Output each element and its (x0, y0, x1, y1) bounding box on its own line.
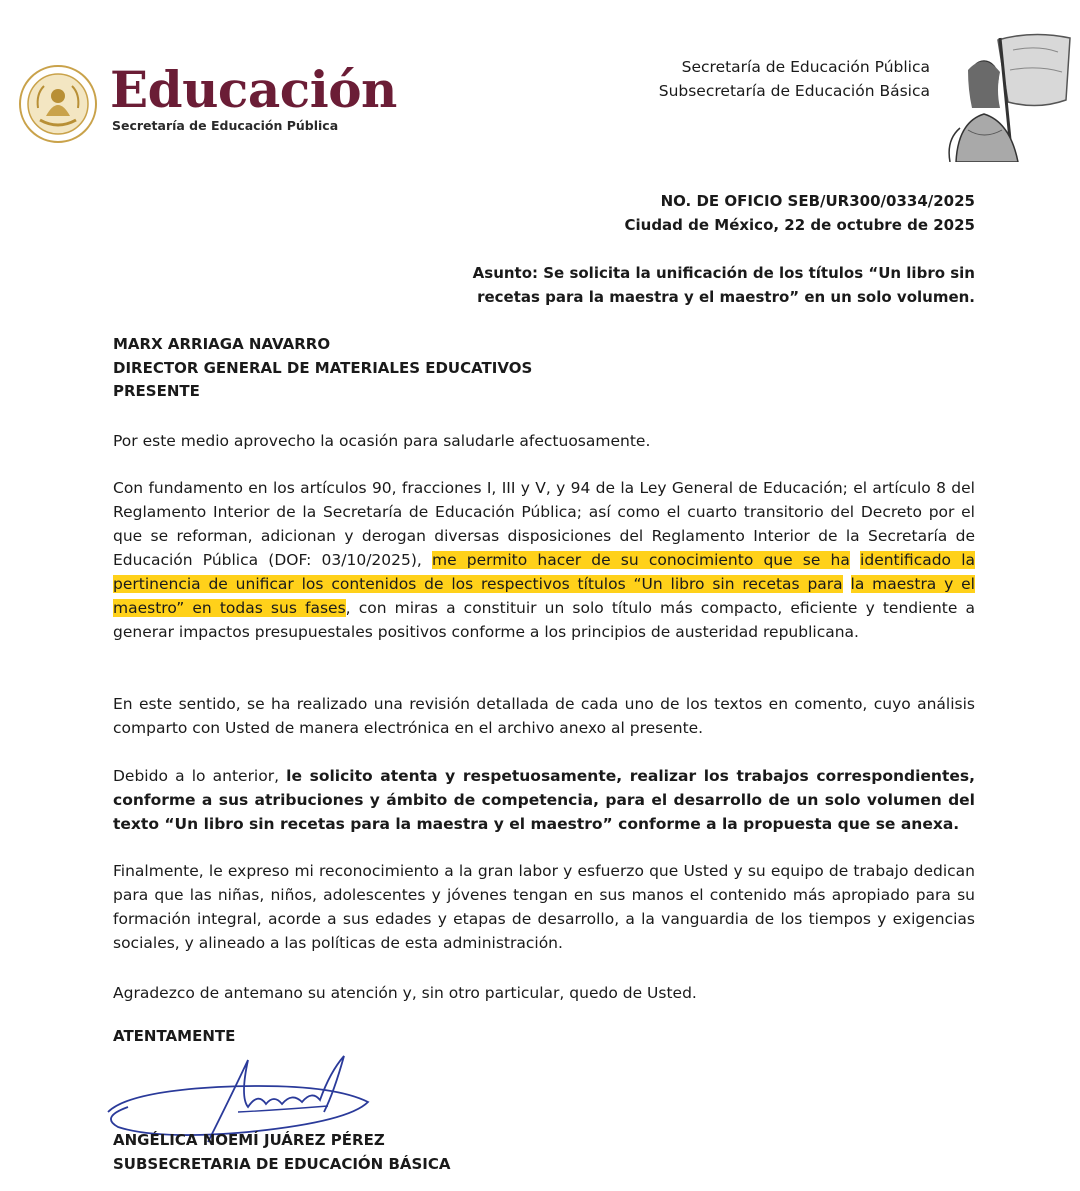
oficio-number: NO. DE OFICIO SEB/UR300/0334/2025 (660, 192, 975, 210)
recipient-presente: PRESENTE (113, 382, 200, 400)
paragraph-review: En este sentido, se ha realizado una revisión detallada de cada uno de los textos en comento, cuyo análisis comparto con Usted de manera electrónica en el archivo anexo al presente. (113, 695, 975, 737)
recipient-block (113, 333, 532, 404)
signer-name: ANGÉLICA NOEMÍ JUÁREZ PÉREZ (113, 1131, 385, 1149)
paragraph-thanks: Agradezco de antemano su atención y, sin otro particular, quedo de Usted. (113, 984, 697, 1002)
subject-line-1: Asunto: Se solicita la unificación de los títulos “Un libro sin (472, 264, 975, 282)
document-reference (624, 189, 975, 237)
signer-block (113, 1128, 451, 1176)
recipient-role: DIRECTOR GENERAL DE MATERIALES EDUCATIVOS (113, 358, 533, 377)
header-line-1: Secretaría de Educación Pública (681, 58, 930, 76)
p3-bold-request: le solicito atenta y respetuosamente, realizar los trabajos correspondientes, conforme a sus atribuciones y ámbito de competencia, para el desarrollo de un solo volumen del texto “Un libro sin recetas para la maestra y el maestro” conforme a la propuesta que se anexa. (113, 767, 975, 833)
signer-role: SUBSECRETARIA DE EDUCACIÓN BÁSICA (113, 1155, 451, 1173)
p1-end: , con miras a constituir un solo título más compacto, eficiente y tendiente a generar impactos presupuestales positivos conforme a los principios de austeridad republicana. (113, 599, 976, 641)
p1-intro: Con fundamento en los artículos 90, fracciones I, III y V, y 94 de la Ley General de Educación; el artículo 8 del Reglamento Interior de la Secretaría de Educación Pública; así como el cuarto transitorio del Decreto por el que se reforman, adicionan y derogan diversas disposiciones del Reglamento Interior de la Secretaría de Educación Pública (DOF: 03/10/2025), (113, 479, 975, 569)
p3-intro: Debido a lo anterior, (113, 767, 287, 785)
flag-heroine-illustration (938, 30, 1076, 162)
brand-subtitle: Secretaría de Educación Pública (112, 118, 339, 133)
place-date: Ciudad de México, 22 de octubre de 2025 (624, 216, 975, 234)
brand-wordmark: Educación (110, 60, 397, 119)
header-line-2: Subsecretaría de Educación Básica (658, 82, 930, 100)
subject-line (455, 261, 975, 309)
greeting-paragraph: Por este medio aprovecho la ocasión para saludarle afectuosamente. (113, 432, 651, 450)
recipient-name: MARX ARRIAGA NAVARRO (113, 335, 331, 353)
paragraph-legal-basis (113, 476, 975, 644)
national-seal-icon (18, 64, 98, 144)
subject-line-2: recetas para la maestra y el maestro” en un solo volumen. (477, 288, 975, 306)
paragraph-request (113, 764, 975, 836)
highlight-1: me permito hacer de su conocimiento que se ha (432, 551, 850, 569)
paragraph-recognition: Finalmente, le expreso mi reconocimiento a la gran labor y esfuerzo que Usted y su equipo de trabajo dedican para que las niñas, niños, adolescentes y jóvenes tengan en sus manos el contenido más apropiado para su formación integral, acorde a sus edades y etapas de desarrollo, a la vanguardia de los tiempos y exigencias sociales, y alineado a las políticas de esta administración. (113, 862, 975, 952)
highlight-2: identificado la pertinencia de unificar los contenidos de los respectivos títulos “Un libro sin recetas para (113, 551, 975, 593)
closing-salutation: ATENTAMENTE (113, 1027, 236, 1045)
highlight-3: la maestra y el maestro” en todas sus fases (113, 575, 975, 617)
header-agency (659, 55, 930, 103)
